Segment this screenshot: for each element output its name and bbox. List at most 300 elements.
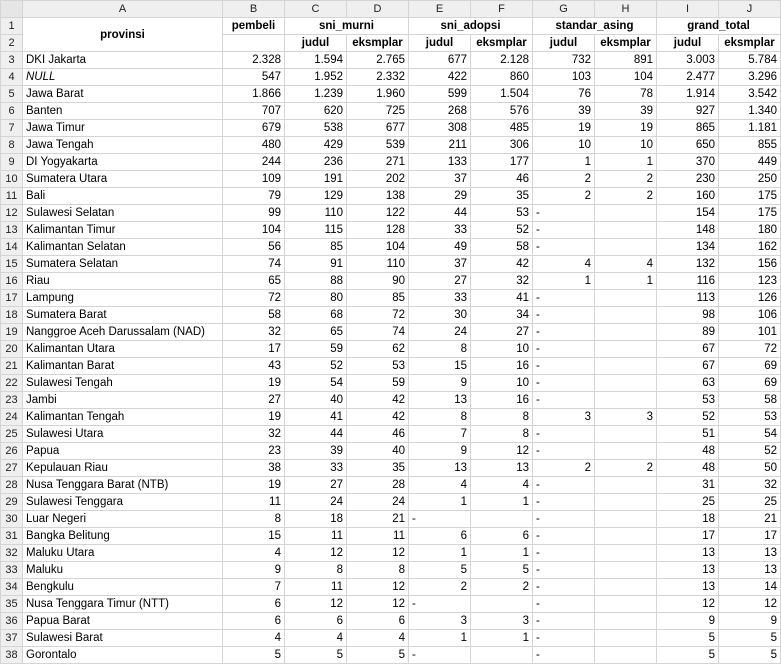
grand-total-eksmplar-cell[interactable]: 13 [719, 562, 781, 579]
standar-asing-judul-cell[interactable]: - [533, 579, 595, 596]
sni-murni-judul-cell[interactable]: 11 [285, 579, 347, 596]
provinsi-cell[interactable]: Nusa Tenggara Barat (NTB) [23, 477, 223, 494]
standar-asing-judul-cell[interactable]: - [533, 545, 595, 562]
standar-asing-eksmplar-cell[interactable]: 104 [595, 69, 657, 86]
sni-adopsi-judul-cell[interactable]: - [409, 647, 471, 664]
pembeli-cell[interactable]: 1.866 [223, 86, 285, 103]
sni-adopsi-eksmplar-cell[interactable]: 1 [471, 494, 533, 511]
sni-adopsi-eksmplar-cell[interactable]: 8 [471, 426, 533, 443]
provinsi-cell[interactable]: Papua [23, 443, 223, 460]
sni-murni-eksmplar-cell[interactable]: 42 [347, 392, 409, 409]
grand-total-judul-cell[interactable]: 2.477 [657, 69, 719, 86]
pembeli-cell[interactable]: 72 [223, 290, 285, 307]
grand-total-eksmplar-cell[interactable]: 54 [719, 426, 781, 443]
sni-adopsi-judul-cell[interactable]: 33 [409, 222, 471, 239]
sni-murni-judul-cell[interactable]: 236 [285, 154, 347, 171]
sni-adopsi-judul-cell[interactable]: 211 [409, 137, 471, 154]
grand-total-eksmplar-cell[interactable]: 3.296 [719, 69, 781, 86]
grand-total-judul-cell[interactable]: 53 [657, 392, 719, 409]
grand-total-eksmplar-cell[interactable]: 123 [719, 273, 781, 290]
row-number[interactable]: 27 [1, 460, 23, 477]
sni-murni-judul-cell[interactable]: 18 [285, 511, 347, 528]
row-number[interactable]: 25 [1, 426, 23, 443]
standar-asing-eksmplar-cell[interactable]: 891 [595, 52, 657, 69]
row-number[interactable]: 32 [1, 545, 23, 562]
sni-murni-eksmplar-cell[interactable]: 28 [347, 477, 409, 494]
grand-total-eksmplar-cell[interactable]: 5 [719, 630, 781, 647]
sni-murni-judul-cell[interactable]: 52 [285, 358, 347, 375]
sni-murni-judul-cell[interactable]: 80 [285, 290, 347, 307]
grand-total-eksmplar-cell[interactable]: 25 [719, 494, 781, 511]
sni-adopsi-eksmplar-cell[interactable]: 6 [471, 528, 533, 545]
sni-adopsi-eksmplar-cell[interactable]: 10 [471, 341, 533, 358]
grand-total-eksmplar-cell[interactable]: 72 [719, 341, 781, 358]
sni-adopsi-eksmplar-cell[interactable]: 10 [471, 375, 533, 392]
provinsi-cell[interactable]: Bangka Belitung [23, 528, 223, 545]
select-all-corner[interactable] [1, 1, 23, 18]
grand-total-eksmplar-cell[interactable]: 14 [719, 579, 781, 596]
pembeli-cell[interactable]: 547 [223, 69, 285, 86]
sni-adopsi-eksmplar-cell[interactable]: 12 [471, 443, 533, 460]
row-number[interactable]: 35 [1, 596, 23, 613]
pembeli-cell[interactable]: 65 [223, 273, 285, 290]
sni-murni-judul-cell[interactable]: 12 [285, 596, 347, 613]
standar-asing-eksmplar-cell[interactable] [595, 375, 657, 392]
provinsi-cell[interactable]: Bengkulu [23, 579, 223, 596]
sni-adopsi-judul-cell[interactable]: 33 [409, 290, 471, 307]
provinsi-cell[interactable]: Banten [23, 103, 223, 120]
provinsi-cell[interactable]: Sulawesi Tenggara [23, 494, 223, 511]
row-number[interactable]: 19 [1, 324, 23, 341]
sni-adopsi-eksmplar-cell[interactable]: 8 [471, 409, 533, 426]
standar-asing-judul-cell[interactable]: - [533, 477, 595, 494]
standar-asing-judul-cell[interactable]: - [533, 613, 595, 630]
sni-adopsi-judul-cell[interactable]: 37 [409, 171, 471, 188]
row-number[interactable]: 4 [1, 69, 23, 86]
sni-adopsi-judul-cell[interactable]: 1 [409, 494, 471, 511]
sni-murni-eksmplar-cell[interactable]: 271 [347, 154, 409, 171]
row-number[interactable]: 12 [1, 205, 23, 222]
grand-total-judul-cell[interactable]: 5 [657, 647, 719, 664]
sni-murni-eksmplar-cell[interactable]: 104 [347, 239, 409, 256]
grand-total-judul-cell[interactable]: 230 [657, 171, 719, 188]
provinsi-cell[interactable]: Jambi [23, 392, 223, 409]
sni-murni-judul-cell[interactable]: 11 [285, 528, 347, 545]
sni-murni-eksmplar-cell[interactable]: 12 [347, 596, 409, 613]
pembeli-cell[interactable]: 244 [223, 154, 285, 171]
standar-asing-eksmplar-cell[interactable] [595, 307, 657, 324]
grand-total-eksmplar-cell[interactable]: 449 [719, 154, 781, 171]
pembeli-cell[interactable]: 56 [223, 239, 285, 256]
sni-adopsi-eksmplar-cell[interactable]: 42 [471, 256, 533, 273]
sni-murni-judul-cell[interactable]: 538 [285, 120, 347, 137]
standar-asing-judul-cell[interactable]: - [533, 596, 595, 613]
provinsi-cell[interactable]: Kalimantan Utara [23, 341, 223, 358]
row-number[interactable]: 36 [1, 613, 23, 630]
row-number[interactable]: 31 [1, 528, 23, 545]
grand-total-judul-cell[interactable]: 51 [657, 426, 719, 443]
row-number[interactable]: 37 [1, 630, 23, 647]
sni-murni-eksmplar-cell[interactable]: 11 [347, 528, 409, 545]
standar-asing-eksmplar-cell[interactable] [595, 511, 657, 528]
sni-adopsi-judul-cell[interactable]: 4 [409, 477, 471, 494]
column-header-e[interactable]: E [409, 1, 471, 18]
provinsi-cell[interactable]: Sumatera Selatan [23, 256, 223, 273]
standar-asing-judul-cell[interactable]: - [533, 239, 595, 256]
pembeli-cell[interactable]: 6 [223, 596, 285, 613]
sni-murni-eksmplar-cell[interactable]: 2.332 [347, 69, 409, 86]
sni-adopsi-judul-cell[interactable]: 29 [409, 188, 471, 205]
standar-asing-judul-cell[interactable]: 10 [533, 137, 595, 154]
sni-murni-judul-cell[interactable]: 33 [285, 460, 347, 477]
sni-adopsi-judul-cell[interactable]: 8 [409, 341, 471, 358]
row-number[interactable]: 29 [1, 494, 23, 511]
grand-total-judul-cell[interactable]: 13 [657, 562, 719, 579]
sni-adopsi-judul-cell[interactable]: 9 [409, 375, 471, 392]
sni-adopsi-eksmplar-cell[interactable]: 32 [471, 273, 533, 290]
provinsi-cell[interactable]: Kalimantan Selatan [23, 239, 223, 256]
standar-asing-judul-cell[interactable]: - [533, 324, 595, 341]
sni-murni-eksmplar-cell[interactable]: 62 [347, 341, 409, 358]
sni-adopsi-eksmplar-cell[interactable]: 1 [471, 545, 533, 562]
sni-murni-judul-cell[interactable]: 5 [285, 647, 347, 664]
header-sni-adopsi[interactable]: sni_adopsi [409, 18, 533, 35]
column-header-b[interactable]: B [223, 1, 285, 18]
pembeli-cell[interactable]: 19 [223, 375, 285, 392]
sni-adopsi-judul-cell[interactable]: 24 [409, 324, 471, 341]
pembeli-cell[interactable]: 32 [223, 324, 285, 341]
sni-murni-judul-cell[interactable]: 1.594 [285, 52, 347, 69]
row-number[interactable]: 23 [1, 392, 23, 409]
standar-asing-eksmplar-cell[interactable] [595, 613, 657, 630]
sni-murni-eksmplar-cell[interactable]: 72 [347, 307, 409, 324]
standar-asing-judul-cell[interactable]: - [533, 341, 595, 358]
standar-asing-judul-cell[interactable]: - [533, 562, 595, 579]
sni-adopsi-judul-cell[interactable]: 49 [409, 239, 471, 256]
provinsi-cell[interactable]: Papua Barat [23, 613, 223, 630]
standar-asing-eksmplar-cell[interactable]: 2 [595, 188, 657, 205]
sni-adopsi-eksmplar-cell[interactable]: 5 [471, 562, 533, 579]
sni-murni-eksmplar-cell[interactable]: 12 [347, 545, 409, 562]
grand-total-judul-cell[interactable]: 134 [657, 239, 719, 256]
sni-adopsi-eksmplar-cell[interactable]: 16 [471, 392, 533, 409]
column-header-g[interactable]: G [533, 1, 595, 18]
standar-asing-judul-cell[interactable]: - [533, 392, 595, 409]
sni-murni-judul-cell[interactable]: 88 [285, 273, 347, 290]
sni-adopsi-judul-cell[interactable]: 37 [409, 256, 471, 273]
provinsi-cell[interactable]: Kalimantan Barat [23, 358, 223, 375]
standar-asing-judul-cell[interactable]: - [533, 290, 595, 307]
provinsi-cell[interactable]: Lampung [23, 290, 223, 307]
standar-asing-eksmplar-cell[interactable]: 19 [595, 120, 657, 137]
sni-murni-eksmplar-cell[interactable]: 24 [347, 494, 409, 511]
column-header-f[interactable]: F [471, 1, 533, 18]
sni-murni-eksmplar-cell[interactable]: 74 [347, 324, 409, 341]
column-header-d[interactable]: D [347, 1, 409, 18]
standar-asing-judul-cell[interactable]: 103 [533, 69, 595, 86]
pembeli-cell[interactable]: 679 [223, 120, 285, 137]
standar-asing-judul-cell[interactable]: 732 [533, 52, 595, 69]
sni-adopsi-judul-cell[interactable]: 7 [409, 426, 471, 443]
row-number[interactable]: 8 [1, 137, 23, 154]
standar-asing-judul-cell[interactable]: - [533, 426, 595, 443]
provinsi-cell[interactable]: Maluku Utara [23, 545, 223, 562]
header-grand-total-eksmplar[interactable]: eksmplar [719, 35, 781, 52]
pembeli-cell[interactable]: 11 [223, 494, 285, 511]
row-number[interactable]: 34 [1, 579, 23, 596]
header-standar-asing-judul[interactable]: judul [533, 35, 595, 52]
sni-adopsi-judul-cell[interactable]: 5 [409, 562, 471, 579]
sni-murni-eksmplar-cell[interactable]: 2.765 [347, 52, 409, 69]
grand-total-judul-cell[interactable]: 160 [657, 188, 719, 205]
column-header-i[interactable]: I [657, 1, 719, 18]
row-number[interactable]: 15 [1, 256, 23, 273]
sni-murni-judul-cell[interactable]: 40 [285, 392, 347, 409]
sni-murni-judul-cell[interactable]: 429 [285, 137, 347, 154]
sni-murni-judul-cell[interactable]: 68 [285, 307, 347, 324]
standar-asing-judul-cell[interactable]: 1 [533, 273, 595, 290]
sni-adopsi-judul-cell[interactable]: 599 [409, 86, 471, 103]
grand-total-eksmplar-cell[interactable]: 58 [719, 392, 781, 409]
row-number[interactable]: 26 [1, 443, 23, 460]
grand-total-judul-cell[interactable]: 67 [657, 341, 719, 358]
sni-adopsi-eksmplar-cell[interactable]: 41 [471, 290, 533, 307]
standar-asing-judul-cell[interactable]: 76 [533, 86, 595, 103]
sni-adopsi-judul-cell[interactable]: 3 [409, 613, 471, 630]
provinsi-cell[interactable]: Kepulauan Riau [23, 460, 223, 477]
sni-murni-eksmplar-cell[interactable]: 6 [347, 613, 409, 630]
row-number[interactable]: 30 [1, 511, 23, 528]
grand-total-judul-cell[interactable]: 5 [657, 630, 719, 647]
sni-murni-eksmplar-cell[interactable]: 1.960 [347, 86, 409, 103]
sni-murni-judul-cell[interactable]: 41 [285, 409, 347, 426]
provinsi-cell[interactable]: Kalimantan Timur [23, 222, 223, 239]
standar-asing-judul-cell[interactable]: - [533, 443, 595, 460]
sni-adopsi-judul-cell[interactable]: 30 [409, 307, 471, 324]
provinsi-cell[interactable]: Bali [23, 188, 223, 205]
sni-murni-judul-cell[interactable]: 4 [285, 630, 347, 647]
standar-asing-judul-cell[interactable]: 3 [533, 409, 595, 426]
sni-murni-judul-cell[interactable]: 110 [285, 205, 347, 222]
provinsi-cell[interactable]: Nanggroe Aceh Darussalam (NAD) [23, 324, 223, 341]
standar-asing-eksmplar-cell[interactable] [595, 579, 657, 596]
pembeli-cell[interactable]: 4 [223, 545, 285, 562]
header-standar-asing-eksmplar[interactable]: eksmplar [595, 35, 657, 52]
grand-total-judul-cell[interactable]: 132 [657, 256, 719, 273]
row-number[interactable]: 28 [1, 477, 23, 494]
sni-adopsi-judul-cell[interactable]: 44 [409, 205, 471, 222]
provinsi-cell[interactable]: Sulawesi Utara [23, 426, 223, 443]
sni-murni-judul-cell[interactable]: 65 [285, 324, 347, 341]
grand-total-eksmplar-cell[interactable]: 1.340 [719, 103, 781, 120]
sni-adopsi-eksmplar-cell[interactable] [471, 596, 533, 613]
row-number[interactable]: 5 [1, 86, 23, 103]
sni-adopsi-judul-cell[interactable]: - [409, 511, 471, 528]
sni-murni-judul-cell[interactable]: 6 [285, 613, 347, 630]
sni-adopsi-eksmplar-cell[interactable]: 485 [471, 120, 533, 137]
grand-total-judul-cell[interactable]: 98 [657, 307, 719, 324]
pembeli-cell[interactable]: 74 [223, 256, 285, 273]
sni-adopsi-judul-cell[interactable]: 13 [409, 460, 471, 477]
sni-murni-eksmplar-cell[interactable]: 46 [347, 426, 409, 443]
pembeli-cell[interactable]: 4 [223, 630, 285, 647]
grand-total-judul-cell[interactable]: 116 [657, 273, 719, 290]
row-number[interactable]: 33 [1, 562, 23, 579]
grand-total-judul-cell[interactable]: 48 [657, 443, 719, 460]
grand-total-judul-cell[interactable]: 67 [657, 358, 719, 375]
pembeli-cell[interactable]: 480 [223, 137, 285, 154]
row-number[interactable]: 16 [1, 273, 23, 290]
standar-asing-judul-cell[interactable]: - [533, 205, 595, 222]
sni-murni-judul-cell[interactable]: 1.952 [285, 69, 347, 86]
standar-asing-judul-cell[interactable]: 2 [533, 460, 595, 477]
grand-total-judul-cell[interactable]: 865 [657, 120, 719, 137]
grand-total-judul-cell[interactable]: 25 [657, 494, 719, 511]
sni-adopsi-eksmplar-cell[interactable] [471, 647, 533, 664]
grand-total-eksmplar-cell[interactable]: 162 [719, 239, 781, 256]
sni-murni-eksmplar-cell[interactable]: 677 [347, 120, 409, 137]
provinsi-cell[interactable]: Sulawesi Selatan [23, 205, 223, 222]
pembeli-cell[interactable]: 79 [223, 188, 285, 205]
sni-adopsi-eksmplar-cell[interactable]: 177 [471, 154, 533, 171]
grand-total-judul-cell[interactable]: 148 [657, 222, 719, 239]
pembeli-cell[interactable]: 19 [223, 477, 285, 494]
grand-total-eksmplar-cell[interactable]: 5.784 [719, 52, 781, 69]
grand-total-eksmplar-cell[interactable]: 126 [719, 290, 781, 307]
provinsi-cell[interactable]: Jawa Barat [23, 86, 223, 103]
grand-total-eksmplar-cell[interactable]: 180 [719, 222, 781, 239]
header-sni-adopsi-eksmplar[interactable]: eksmplar [471, 35, 533, 52]
pembeli-cell[interactable]: 7 [223, 579, 285, 596]
sni-murni-eksmplar-cell[interactable]: 35 [347, 460, 409, 477]
grand-total-eksmplar-cell[interactable]: 21 [719, 511, 781, 528]
sni-adopsi-eksmplar-cell[interactable]: 27 [471, 324, 533, 341]
sni-murni-eksmplar-cell[interactable]: 40 [347, 443, 409, 460]
grand-total-judul-cell[interactable]: 927 [657, 103, 719, 120]
grand-total-judul-cell[interactable]: 370 [657, 154, 719, 171]
standar-asing-eksmplar-cell[interactable] [595, 562, 657, 579]
header-sni-murni-eksmplar[interactable]: eksmplar [347, 35, 409, 52]
provinsi-cell[interactable]: Kalimantan Tengah [23, 409, 223, 426]
header-grand-total-judul[interactable]: judul [657, 35, 719, 52]
sni-adopsi-eksmplar-cell[interactable]: 1 [471, 630, 533, 647]
standar-asing-eksmplar-cell[interactable]: 2 [595, 460, 657, 477]
grand-total-judul-cell[interactable]: 12 [657, 596, 719, 613]
grand-total-eksmplar-cell[interactable]: 156 [719, 256, 781, 273]
standar-asing-eksmplar-cell[interactable]: 3 [595, 409, 657, 426]
sni-adopsi-eksmplar-cell[interactable]: 58 [471, 239, 533, 256]
sni-adopsi-eksmplar-cell[interactable] [471, 511, 533, 528]
grand-total-judul-cell[interactable]: 52 [657, 409, 719, 426]
provinsi-cell[interactable]: Sumatera Barat [23, 307, 223, 324]
standar-asing-eksmplar-cell[interactable] [595, 358, 657, 375]
sni-murni-eksmplar-cell[interactable]: 90 [347, 273, 409, 290]
row-number[interactable]: 14 [1, 239, 23, 256]
sni-murni-judul-cell[interactable]: 12 [285, 545, 347, 562]
standar-asing-judul-cell[interactable]: - [533, 494, 595, 511]
sni-adopsi-judul-cell[interactable]: 308 [409, 120, 471, 137]
pembeli-cell[interactable]: 19 [223, 409, 285, 426]
standar-asing-eksmplar-cell[interactable]: 1 [595, 154, 657, 171]
sni-murni-judul-cell[interactable]: 620 [285, 103, 347, 120]
row-number[interactable]: 20 [1, 341, 23, 358]
sni-murni-judul-cell[interactable]: 44 [285, 426, 347, 443]
pembeli-cell[interactable]: 6 [223, 613, 285, 630]
grand-total-judul-cell[interactable]: 63 [657, 375, 719, 392]
grand-total-judul-cell[interactable]: 154 [657, 205, 719, 222]
sni-murni-eksmplar-cell[interactable]: 110 [347, 256, 409, 273]
provinsi-cell[interactable]: NULL [23, 69, 223, 86]
sni-adopsi-judul-cell[interactable]: 8 [409, 409, 471, 426]
sni-adopsi-eksmplar-cell[interactable]: 1.504 [471, 86, 533, 103]
sni-adopsi-judul-cell[interactable]: 422 [409, 69, 471, 86]
row-number[interactable]: 2 [1, 35, 23, 52]
sni-murni-eksmplar-cell[interactable]: 539 [347, 137, 409, 154]
pembeli-cell[interactable]: 27 [223, 392, 285, 409]
grand-total-judul-cell[interactable]: 1.914 [657, 86, 719, 103]
sni-adopsi-judul-cell[interactable]: 6 [409, 528, 471, 545]
pembeli-cell[interactable]: 2.328 [223, 52, 285, 69]
standar-asing-eksmplar-cell[interactable] [595, 443, 657, 460]
standar-asing-judul-cell[interactable]: - [533, 528, 595, 545]
sni-murni-eksmplar-cell[interactable]: 122 [347, 205, 409, 222]
header-sni-murni[interactable]: sni_murni [285, 18, 409, 35]
grand-total-eksmplar-cell[interactable]: 13 [719, 545, 781, 562]
standar-asing-eksmplar-cell[interactable] [595, 477, 657, 494]
sni-murni-judul-cell[interactable]: 8 [285, 562, 347, 579]
grand-total-judul-cell[interactable]: 113 [657, 290, 719, 307]
sni-adopsi-eksmplar-cell[interactable]: 860 [471, 69, 533, 86]
sni-murni-judul-cell[interactable]: 27 [285, 477, 347, 494]
row-number[interactable]: 11 [1, 188, 23, 205]
sni-murni-judul-cell[interactable]: 191 [285, 171, 347, 188]
sni-murni-judul-cell[interactable]: 24 [285, 494, 347, 511]
grand-total-eksmplar-cell[interactable]: 69 [719, 375, 781, 392]
sni-adopsi-eksmplar-cell[interactable]: 16 [471, 358, 533, 375]
standar-asing-judul-cell[interactable]: - [533, 307, 595, 324]
pembeli-cell[interactable]: 104 [223, 222, 285, 239]
pembeli-cell[interactable]: 99 [223, 205, 285, 222]
standar-asing-eksmplar-cell[interactable]: 10 [595, 137, 657, 154]
standar-asing-judul-cell[interactable]: 1 [533, 154, 595, 171]
row-number[interactable]: 18 [1, 307, 23, 324]
grand-total-judul-cell[interactable]: 3.003 [657, 52, 719, 69]
standar-asing-eksmplar-cell[interactable] [595, 222, 657, 239]
standar-asing-judul-cell[interactable]: 4 [533, 256, 595, 273]
sni-murni-eksmplar-cell[interactable]: 202 [347, 171, 409, 188]
grand-total-eksmplar-cell[interactable]: 69 [719, 358, 781, 375]
standar-asing-eksmplar-cell[interactable]: 2 [595, 171, 657, 188]
standar-asing-judul-cell[interactable]: - [533, 358, 595, 375]
sni-murni-eksmplar-cell[interactable]: 4 [347, 630, 409, 647]
grand-total-eksmplar-cell[interactable]: 50 [719, 460, 781, 477]
standar-asing-judul-cell[interactable]: 19 [533, 120, 595, 137]
pembeli-cell[interactable]: 43 [223, 358, 285, 375]
sni-adopsi-judul-cell[interactable]: 15 [409, 358, 471, 375]
sni-adopsi-judul-cell[interactable]: 9 [409, 443, 471, 460]
column-header-c[interactable]: C [285, 1, 347, 18]
pembeli-cell[interactable]: 5 [223, 647, 285, 664]
row-number[interactable]: 22 [1, 375, 23, 392]
sni-adopsi-judul-cell[interactable]: 1 [409, 545, 471, 562]
grand-total-eksmplar-cell[interactable]: 250 [719, 171, 781, 188]
standar-asing-eksmplar-cell[interactable] [595, 341, 657, 358]
grand-total-eksmplar-cell[interactable]: 53 [719, 409, 781, 426]
pembeli-cell[interactable]: 9 [223, 562, 285, 579]
grand-total-judul-cell[interactable]: 13 [657, 579, 719, 596]
sni-murni-judul-cell[interactable]: 39 [285, 443, 347, 460]
standar-asing-eksmplar-cell[interactable]: 1 [595, 273, 657, 290]
